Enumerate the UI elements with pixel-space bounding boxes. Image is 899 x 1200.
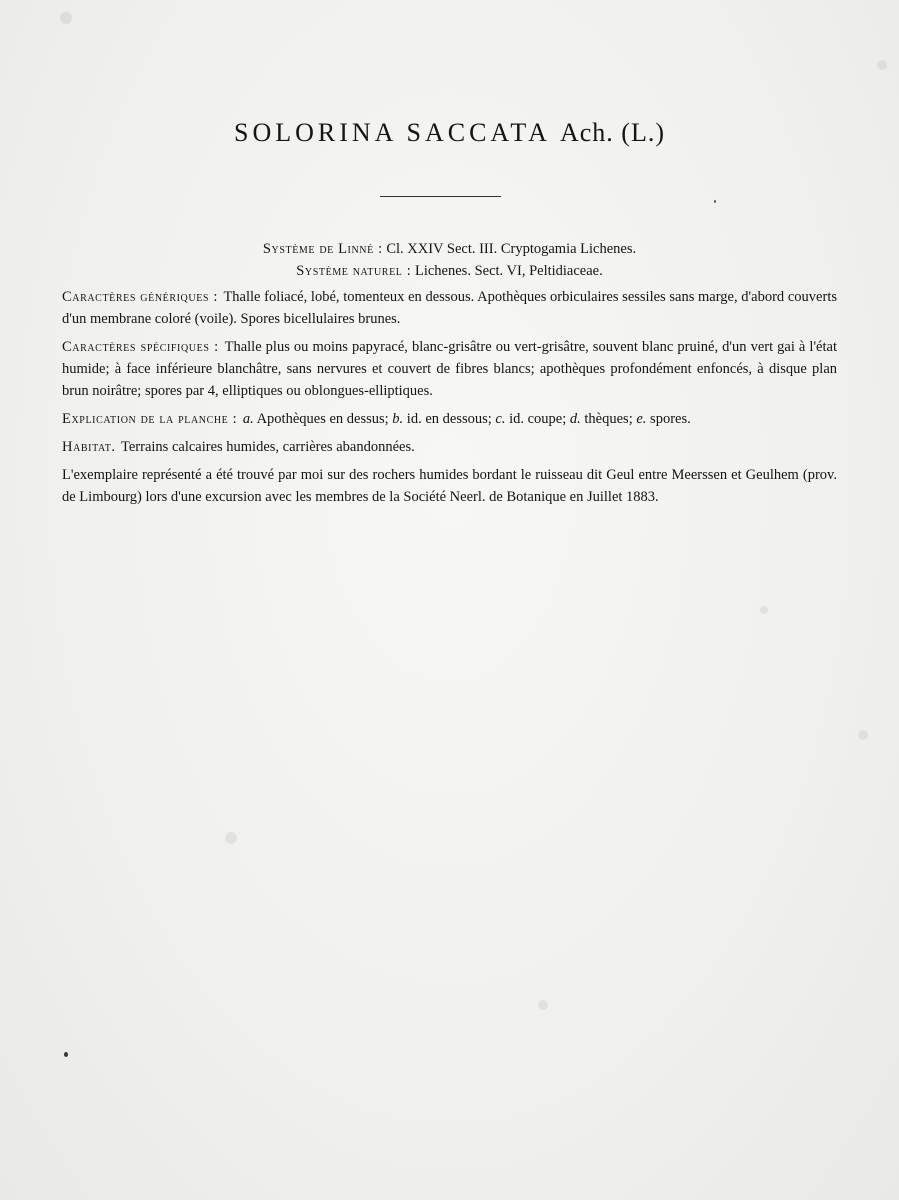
plate-text-d: thèques; — [584, 411, 633, 427]
text-habitat: Terrains calcaires humides, carrières abandonnées. — [121, 439, 415, 455]
systeme-naturel-line — [0, 260, 899, 282]
scan-speck — [858, 730, 868, 740]
title-divider — [380, 196, 501, 197]
scan-speck — [760, 606, 768, 614]
text-caracteres-generiques: Thalle foliacé, lobé, tomenteux en dessous. Apothèques orbiculaires sessiles sans marge, d'abord couverts d'un membrane coloré (voile). Spores bicellulaires brunes. — [62, 289, 837, 327]
plate-text-b: id. en dessous; — [406, 411, 492, 427]
label-caracteres-specifiques: Caractères spécifiques : — [62, 339, 219, 355]
scan-speck — [538, 1000, 548, 1010]
scan-speck — [877, 60, 887, 70]
plate-letter-c: c. — [495, 411, 506, 427]
paragraph-caracteres-specifiques — [62, 336, 837, 402]
body-text — [62, 286, 837, 514]
label-habitat: Habitat. — [62, 439, 116, 455]
plate-text-e: spores. — [650, 411, 691, 427]
title-species: SOLORINA SACCATA — [234, 118, 550, 147]
systeme-linne-line — [0, 238, 899, 260]
systeme-naturel-label: Système naturel : — [296, 263, 412, 279]
paragraph-explication — [62, 408, 837, 430]
plate-letter-b: b. — [392, 411, 404, 427]
paragraph-exemplaire — [62, 464, 837, 508]
label-explication: Explication de la planche : — [62, 411, 238, 427]
plate-letter-e: e. — [636, 411, 647, 427]
plate-letter-a: a. — [242, 411, 254, 427]
paragraph-habitat — [62, 436, 837, 458]
page-title — [0, 118, 899, 148]
scan-speck — [714, 200, 716, 203]
plate-text-a: Apothèques en dessus; — [256, 411, 389, 427]
scan-speck — [64, 1052, 68, 1057]
systeme-naturel-text: Lichenes. Sect. VI, Peltidiaceae. — [414, 263, 603, 279]
paragraph-caracteres-generiques — [62, 286, 837, 330]
text-exemplaire: L'exemplaire représenté a été trouvé par moi sur des rochers humides bordant le ruisseau dit Geul entre Meerssen et Geulhem (prov. de Limbourg) lors d'une excursion avec les membres de la Société Neerl. de Botanique en Juillet 1883. — [62, 467, 837, 505]
systeme-linne-text: Cl. XXIV Sect. III. Cryptogamia Lichenes. — [386, 241, 637, 257]
title-author: Ach. (L.) — [559, 118, 665, 147]
plate-letter-d: d. — [569, 411, 581, 427]
scan-speck — [225, 832, 237, 844]
scan-speck — [60, 12, 72, 24]
plate-text-c: id. coupe; — [509, 411, 567, 427]
label-caracteres-generiques: Caractères génériques : — [62, 289, 218, 305]
text-caracteres-specifiques: Thalle plus ou moins papyracé, blanc-grisâtre ou vert-grisâtre, souvent blanc pruiné, d'un vert gai à l'état humide; à face inférieure blanchâtre, sans nervures et couvert de fibres blancs; apothèques profondément enfoncés, à disque plan brun noirâtre; spores par 4, elliptiques ou oblongues-elliptiques. — [62, 339, 837, 399]
systeme-linne-label: Système de Linné : — [262, 241, 383, 257]
